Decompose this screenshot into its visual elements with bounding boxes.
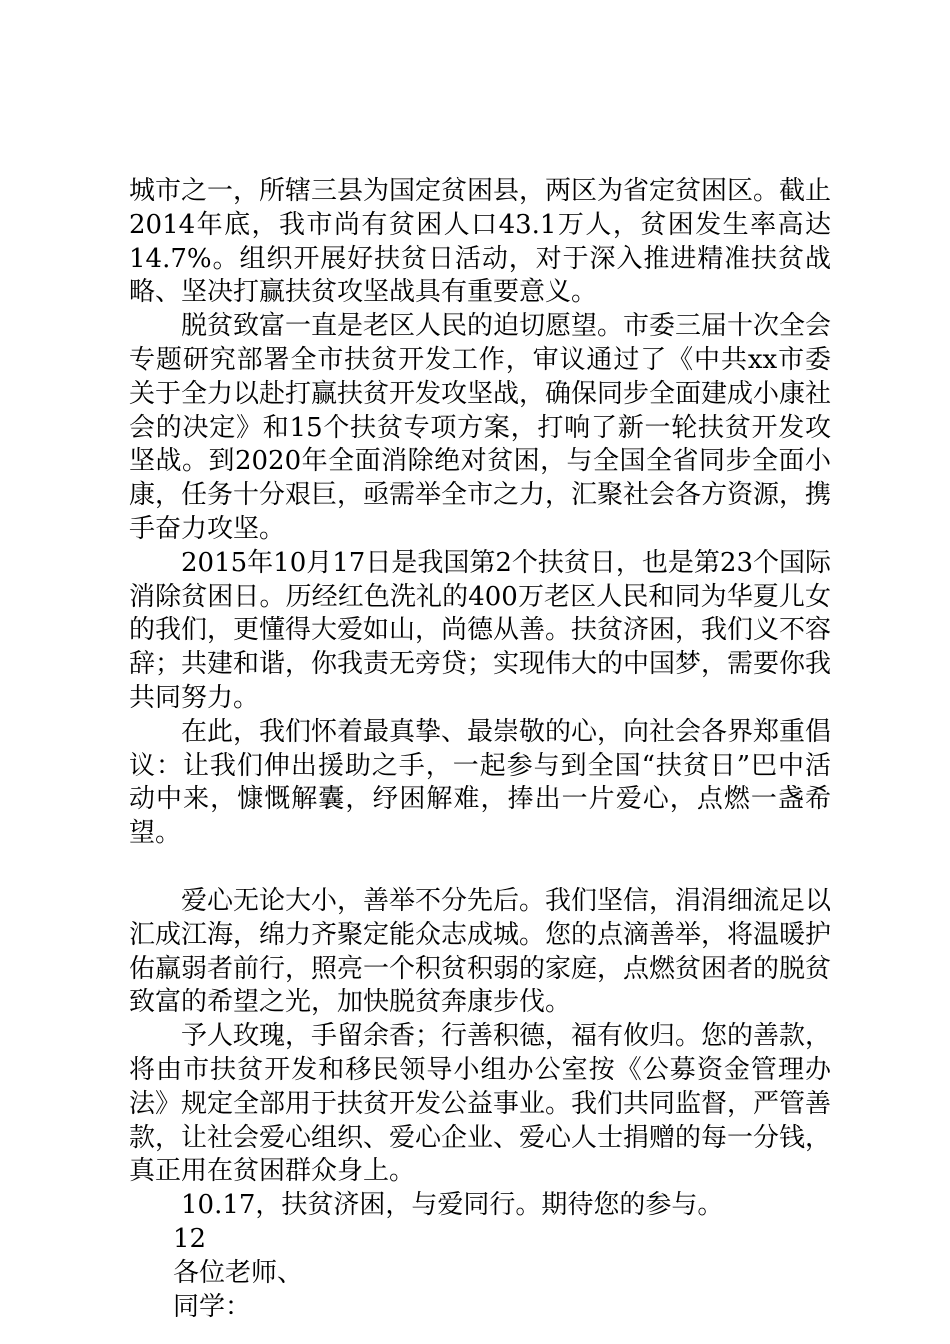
paragraph: 爱心无论大小，善举不分先后。我们坚信，涓涓细流足以汇成江海，绵力齐聚定能众志成城。您的点滴善举，将温暖护佑羸弱者前行，照亮一个积贫积弱的家庭，点燃贫困者的脱贫致富的希望之光，加快脱贫奔康步伐。 — [129, 885, 832, 1018]
paragraph: 脱贫致富一直是老区人民的迫切愿望。市委三届十次全会专题研究部署全市扶贫开发工作，审议通过了《中共xx市委关于全力以赴打赢扶贫开发攻坚战，确保同步全面建成小康社会的决定》和15个扶贫专项方案，打响了新一轮扶贫开发攻坚战。到2020年全面消除绝对贫困，与全国全省同步全面小康，任务十分艰巨，亟需举全市之力，汇聚社会各方资源，携手奋力攻坚。 — [129, 311, 832, 544]
document-body — [129, 175, 831, 1324]
salutation-line: 同学： — [173, 1291, 252, 1322]
page-number-line: 12 — [173, 1223, 207, 1254]
paragraph: 予人玫瑰，手留余香；行善积德，福有攸归。您的善款，将由市扶贫开发和移民领导小组办公室按《公募资金管理办法》规定全部用于扶贫开发公益事业。我们共同监督，严管善款，让社会爱心组织、爱心企业、爱心人士捐赠的每一分钱，真正用在贫困群众身上。 — [129, 1021, 832, 1187]
paragraph: 10.17，扶贫济困，与爱同行。期待您的参与。 — [181, 1190, 724, 1221]
paragraph: 在此，我们怀着最真挚、最崇敬的心，向社会各界郑重倡议：让我们伸出援助之手，一起参与到全国“扶贫日”巴中活动中来，慷慨解囊，纾困解难，捧出一片爱心，点燃一盏希望。 — [129, 716, 832, 849]
salutation-line: 各位老师、 — [173, 1257, 304, 1288]
paragraph: 2015年10月17日是我国第2个扶贫日，也是第23个国际消除贫困日。历经红色洗礼的400万老区人民和同为华夏儿女的我们，更懂得大爱如山，尚德从善。扶贫济困，我们义不容辞；共建和谐，你我责无旁贷；实现伟大的中国梦，需要你我共同努力。 — [129, 547, 832, 713]
paragraph-continuation: 城市之一，所辖三县为国定贫困县，两区为省定贫困区。截止2014年底，我市尚有贫困人口43.1万人，贫困发生率高达14.7%。组织开展好扶贫日活动，对于深入推进精准扶贫战略、坚决打赢扶贫攻坚战具有重要意义。 — [129, 176, 832, 308]
